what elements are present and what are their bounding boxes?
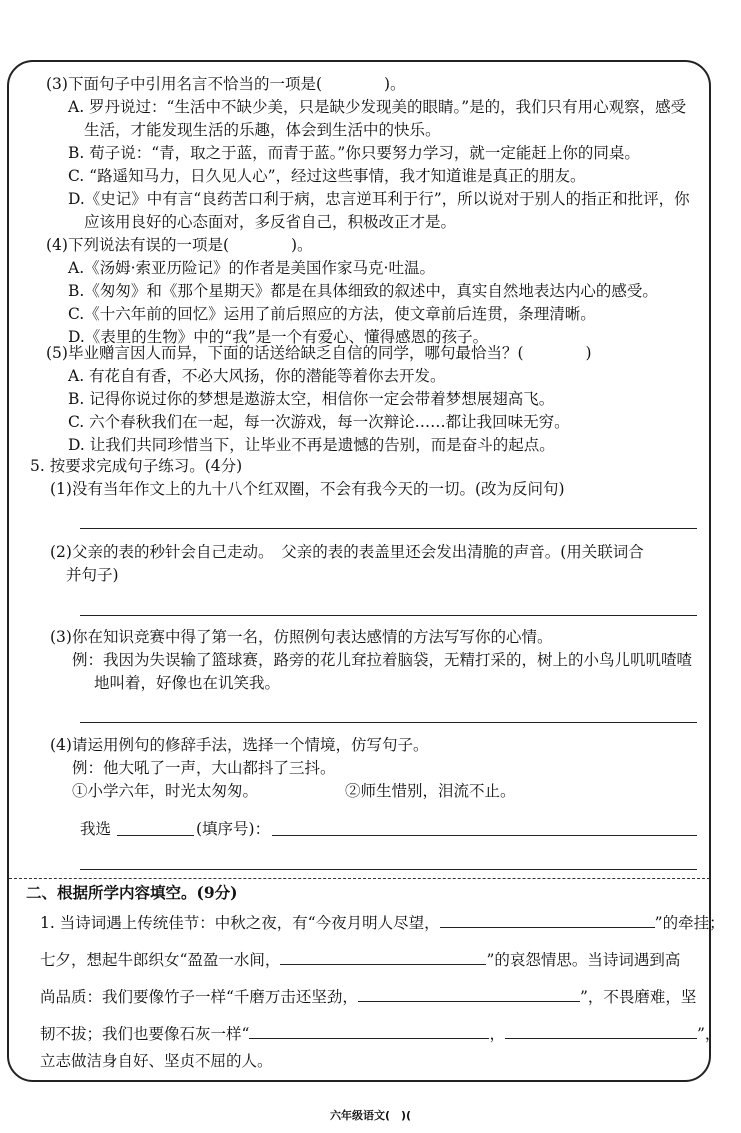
q5-stem: (5)毕业赠言因人而异，下面的话送给缺乏自信的同学，哪句最恰当？( ) — [46, 344, 592, 362]
part5-s3-example: 例：我因为失误输了篮球赛，路旁的花儿耷拉着脑袋，无精打采的，树上的小鸟儿叽叽喳喳 — [72, 651, 693, 669]
q5-option-a: A. 有花自有香，不必大风扬，你的潜能等着你去开发。 — [68, 367, 446, 385]
fill-blank-4[interactable] — [249, 1024, 489, 1039]
fill-blank-3[interactable] — [358, 987, 580, 1002]
part5-s4-example: 例：他大吼了一声，大山都抖了三抖。 — [72, 759, 336, 777]
part5-s4-option-2: ②师生惜别，泪流不止。 — [345, 782, 516, 800]
part5-s3-example-cont: 地叫着，好像也在讥笑我。 — [94, 674, 281, 692]
choose-label-suffix: (填序号)： — [196, 820, 271, 838]
q3-option-a-cont: 生活，才能发现生活的乐趣，体会到生活中的快乐。 — [84, 121, 441, 139]
fill-blank-1[interactable] — [440, 913, 655, 928]
q5-option-c: C. 六个春秋我们在一起，每一次游戏，每一次辩论……都让我回味无穷。 — [68, 413, 570, 431]
fill-blank-2[interactable] — [280, 950, 486, 965]
part5-s2: (2)父亲的表的秒针会自己走动。 父亲的表的表盖里还会发出清脆的声音。(用关联词合 — [50, 543, 644, 561]
part5-s4: (4)请运用例句的修辞手法，选择一个情境，仿写句子。 — [50, 736, 429, 754]
fill-line-3-end: ”，不畏磨难，坚 — [579, 988, 697, 1006]
fill-line-1-text: 1. 当诗词遇上传统佳节：中秋之夜，有“今夜月明人尽望， — [40, 914, 440, 932]
fill-blank-5[interactable] — [505, 1024, 697, 1039]
q4-option-b: B.《匆匆》和《那个星期天》都是在具体细致的叙述中，真实自然地表达内心的感受。 — [68, 282, 658, 300]
answer-line-2[interactable] — [80, 615, 697, 616]
answer-line-5[interactable] — [80, 869, 697, 870]
q3-option-d-cont: 应该用良好的心态面对，多反省自己，积极改正才是。 — [84, 213, 457, 231]
fill-line-1-end: ”的牵挂； — [654, 914, 725, 932]
answer-line-3[interactable] — [80, 722, 697, 723]
answer-line-1[interactable] — [80, 528, 697, 529]
fill-line-2 — [40, 949, 680, 971]
q5-option-d: D. 让我们共同珍惜当下，让毕业不再是遗憾的告别，而是奋斗的起点。 — [68, 436, 555, 454]
section2-title: 二、根据所学内容填空。(9分) — [26, 883, 238, 902]
q4-stem: (4)下列说法有误的一项是( )。 — [46, 236, 313, 254]
q3-option-a: A. 罗丹说过：“生活中不缺少美，只是缺少发现美的眼睛。”是的，我们只有用心观察，感受 — [68, 98, 687, 116]
part5-title: 5. 按要求完成句子练习。(4分) — [30, 457, 243, 475]
fill-line-2-end: ”的哀怨情思。当诗词遇到高 — [486, 951, 681, 969]
part5-s2-cont: 并句子) — [66, 566, 119, 584]
part5-s1: (1)没有当年作文上的九十八个红双圈，不会有我今天的一切。(改为反问句) — [50, 480, 565, 498]
q4-option-c: C.《十六年前的回忆》运用了前后照应的方法，使文章前后连贯，条理清晰。 — [68, 305, 596, 323]
choose-blank[interactable] — [117, 835, 194, 836]
fill-line-3-text: 尚品质：我们要像竹子一样“千磨万击还坚劲， — [40, 988, 358, 1006]
fill-line-4-text: 韧不拔；我们也要像石灰一样“ — [40, 1025, 250, 1043]
part5-s3: (3)你在知识竞赛中得了第一名，仿照例句表达感情的方法写写你的心情。 — [50, 628, 553, 646]
fill-line-1 — [40, 912, 725, 934]
answer-line-4[interactable] — [272, 835, 697, 836]
q3-option-c: C. “路遥知马力，日久见人心”，经过这些事情，我才知道谁是真正的朋友。 — [68, 167, 586, 185]
fill-line-4 — [40, 1023, 720, 1045]
q3-stem: (3)下面句子中引用名言不恰当的一项是( )。 — [46, 75, 406, 93]
fill-line-4-comma: ， — [489, 1025, 505, 1043]
q3-option-d: D.《史记》中有言“良药苦口利于病，忠言逆耳利于行”，所以说对于别人的指正和批评，你 — [68, 190, 690, 208]
fill-line-3 — [40, 986, 696, 1008]
fill-line-5: 立志做洁身自好、坚贞不屈的人。 — [40, 1052, 273, 1070]
part5-s4-option-1: ①小学六年，时光太匆匆。 — [72, 782, 259, 800]
fill-line-4-end: ”， — [696, 1025, 721, 1043]
q5-option-b: B. 记得你说过你的梦想是遨游太空，相信你一定会带着梦想展翅高飞。 — [68, 390, 555, 408]
q4-option-a: A.《汤姆·索亚历险记》的作者是美国作家马克·吐温。 — [68, 259, 435, 277]
q3-option-b: B. 荀子说：“青，取之于蓝，而青于蓝。”你只要努力学习，就一定能赶上你的同桌。 — [68, 144, 640, 162]
section-divider — [9, 878, 710, 879]
page-footer: 六年级语文( )( — [329, 1109, 412, 1122]
fill-line-2-text: 七夕，想起牛郎织女“盈盈一水间， — [40, 951, 281, 969]
q4-option-d: D.《表里的生物》中的“我”是一个有爱心、懂得感恩的孩子。 — [68, 328, 489, 346]
choose-label: 我选 — [80, 820, 112, 838]
